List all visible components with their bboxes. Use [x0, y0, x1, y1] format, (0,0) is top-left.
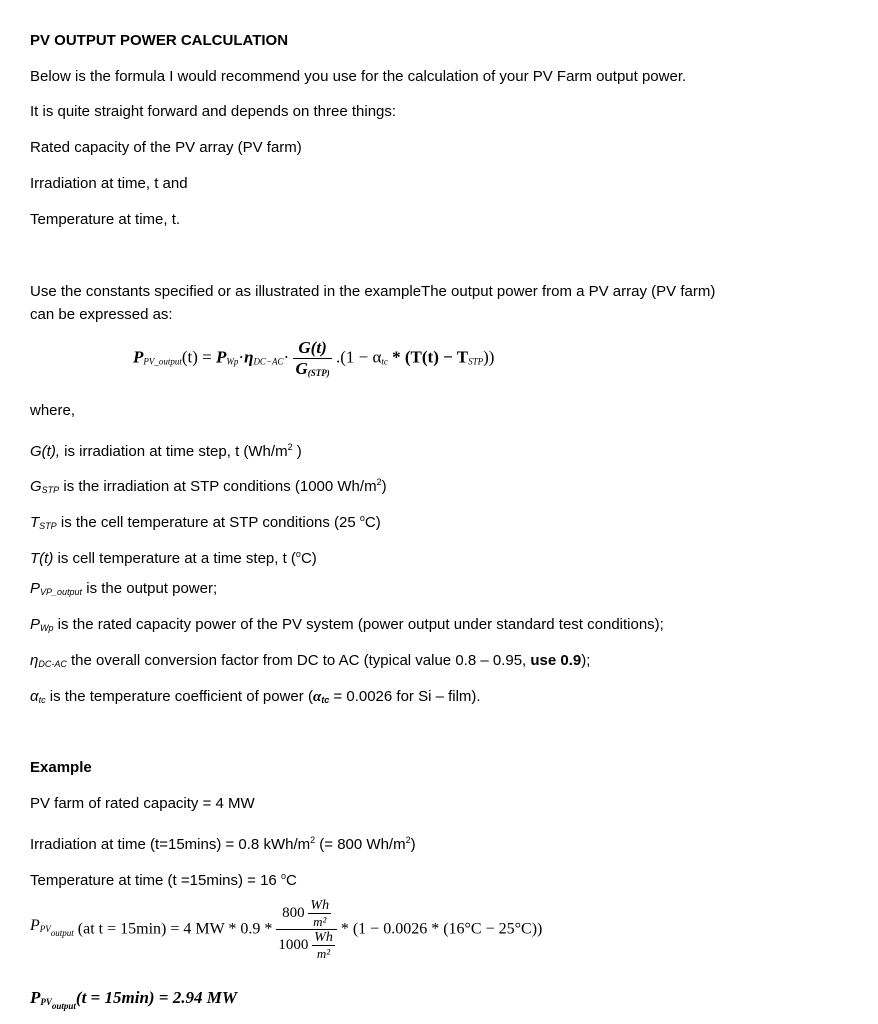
def-g: G(t), is irradiation at time step, t ($Wh/m^2$ ) [30, 442, 302, 460]
example-title: Example [30, 759, 92, 776]
intro-item-3: Temperature at time, t. [30, 211, 181, 228]
def-tstp: $T_{STP}$ is the cell temperature at STP conditions (25 $^o$C) [30, 513, 381, 531]
main-formula: $P_{PV\_output}(t) = P_{Wp}\cdot\eta_{DC-AC}\cdot$ $\frac{G(t)}{G_{(STP)}}$ $.(1 - \alpha_{tc} * (T(t) - T_{STP}))$ [133, 338, 495, 378]
example-line-1: PV farm of rated capacity = 4 MW [30, 795, 255, 812]
calc-fraction: 800 $\frac{Wh}{\text{m²}}$ 1000 $\frac{Wh}{\text{m²}}$ [276, 898, 336, 961]
intro-item-2: Irradiation at time, t and [30, 175, 188, 192]
irradiance-fraction: $\frac{G(t)}{G_{(STP)}}$ [295, 338, 330, 378]
example-line-3: Temperature at time (t =15mins) = 16 $^o$C [30, 871, 297, 889]
def-pvp: $P_{VP\_output}$ is the output power; [30, 580, 218, 597]
def-tt: T(t) is cell temperature at a time step, t ($^o$C) [30, 549, 317, 567]
result-formula: $P_{PVoutput}(t = 15\min) = 2.94$ MW [30, 988, 237, 1011]
intro-item-1: Rated capacity of the PV array (PV farm) [30, 139, 302, 156]
def-alpha: $\alpha_{tc}$ is the temperature coefficient of power ($\alpha_{tc} = 0.0026$ for Si – film). [30, 688, 481, 705]
where-label: where, [30, 402, 76, 419]
example-line-2: Irradiation at time (t=15mins) = 0.8 kWh/$m^2$ (= 800 $Wh/m^2$) [30, 835, 416, 853]
intro-line-2: It is quite straight forward and depends on three things: [30, 103, 397, 120]
def-eta: $\eta_{DC-AC}$ the overall conversion factor from DC to AC (typical value 0.8 – 0.95, use 0.9); [30, 652, 591, 669]
use-line-1: Use the constants specified or as illustrated in the exampleThe output power from a PV array (PV farm) [30, 283, 716, 300]
calc-formula: $P_{PVoutput}$ (at t = 15min) = 4 MW * 0.9 * 800 $\frac{Wh}{\text{m²}}$ 1000 $\frac{Wh}{\text{m²}}$ * (1 − 0.0026 * (16°C − 25°C)) [30, 898, 543, 961]
def-pwp: $P_{Wp}$ is the rated capacity power of the PV system (power output under standard test conditions); [30, 616, 664, 633]
page-title: PV OUTPUT POWER CALCULATION [30, 32, 289, 49]
use-line-2: can be expressed as: [30, 306, 173, 323]
intro-line-1: Below is the formula I would recommend you use for the calculation of your PV Farm output power. [30, 68, 687, 85]
def-gstp: $G_{STP}$ is the irradiation at STP conditions (1000 $Wh/m^2$) [30, 477, 387, 495]
